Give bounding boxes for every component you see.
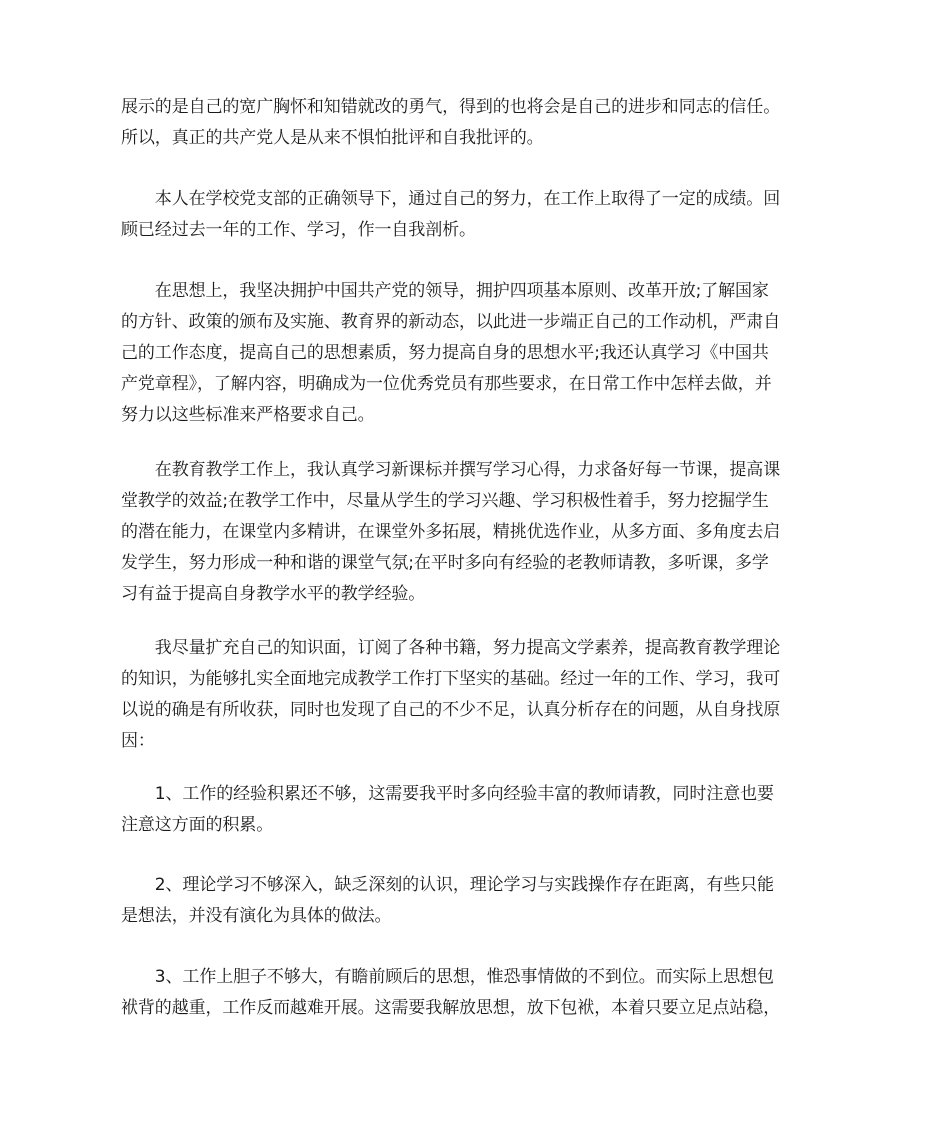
- text-line: 在教育教学工作上，我认真学习新课标并撰写学习心得，力求备好每一节课，提高课: [121, 460, 781, 480]
- text-line: 发学生，努力形成一种和谐的课堂气氛;在平时多向有经验的老教师请教，多听课，多学: [121, 553, 769, 573]
- text-line: 2、理论学习不够深入，缺乏深刻的认识，理论学习与实践操作存在距离，有些只能: [121, 875, 774, 895]
- text-line: 在思想上，我坚决拥护中国共产党的领导，拥护四项基本原则、改革开放;了解国家: [121, 281, 769, 301]
- paragraph: [121, 276, 833, 431]
- text-line: 1、工作的经验积累还不够，这需要我平时多向经验丰富的教师请教，同时注意也要: [121, 784, 774, 804]
- paragraph: [121, 455, 833, 610]
- text-line: 的方针、政策的颁布及实施、教育界的新动态，以此进一步端正自己的工作动机，严肃自: [121, 312, 781, 332]
- text-line: 以说的确是有所收获，同时也发现了自己的不少不足，认真分析存在的问题，从自身找原: [121, 700, 781, 720]
- paragraph: [121, 962, 833, 1024]
- text-line: 己的工作态度，提高自己的思想素质，努力提高自身的思想水平;我还认真学习《中国共: [121, 343, 769, 363]
- text-line: 习有益于提高自身教学水平的教学经验。: [121, 584, 426, 604]
- text-line: 的知识，为能够扎实全面地完成教学工作打下坚实的基础。经过一年的工作、学习，我可: [121, 669, 781, 689]
- text-line: 所以，真正的共产党人是从来不惧怕批评和自我批评的。: [121, 128, 544, 148]
- text-line: 本人在学校党支部的正确领导下，通过自己的努力，在工作上取得了一定的成绩。回: [121, 189, 781, 209]
- paragraph: [121, 779, 833, 841]
- text-line: 展示的是自己的宽广胸怀和知错就改的勇气，得到的也将会是自己的进步和同志的信任。: [121, 97, 781, 117]
- text-line: 努力以这些标准来严格要求自己。: [121, 405, 375, 425]
- paragraph: [121, 870, 833, 932]
- text-line: 我尽量扩充自己的知识面，订阅了各种书籍，努力提高文学素养，提高教育教学理论: [121, 638, 781, 658]
- text-line: 袱背的越重，工作反而越难开展。这需要我解放思想，放下包袱，本着只要立足点站稳，: [121, 998, 781, 1018]
- text-line: 顾已经过去一年的工作、学习，作一自我剖析。: [121, 220, 476, 240]
- text-line: 是想法，并没有演化为具体的做法。: [121, 906, 392, 926]
- text-line: 堂教学的效益;在教学工作中，尽量从学生的学习兴趣、学习积极性着手，努力挖掘学生: [121, 491, 769, 511]
- paragraph: [121, 633, 833, 757]
- text-line: 3、工作上胆子不够大，有瞻前顾后的思想，惟恐事情做的不到位。而实际上思想包: [121, 967, 774, 987]
- text-line: 因：: [121, 731, 155, 751]
- text-line: 注意这方面的积累。: [121, 815, 274, 835]
- paragraph: [121, 184, 833, 246]
- paragraph: [121, 92, 833, 154]
- text-line: 的潜在能力，在课堂内多精讲，在课堂外多拓展，精挑优选作业，从多方面、多角度去启: [121, 522, 781, 542]
- text-line: 产党章程》，了解内容，明确成为一位优秀党员有那些要求，在日常工作中怎样去做，并: [121, 374, 772, 394]
